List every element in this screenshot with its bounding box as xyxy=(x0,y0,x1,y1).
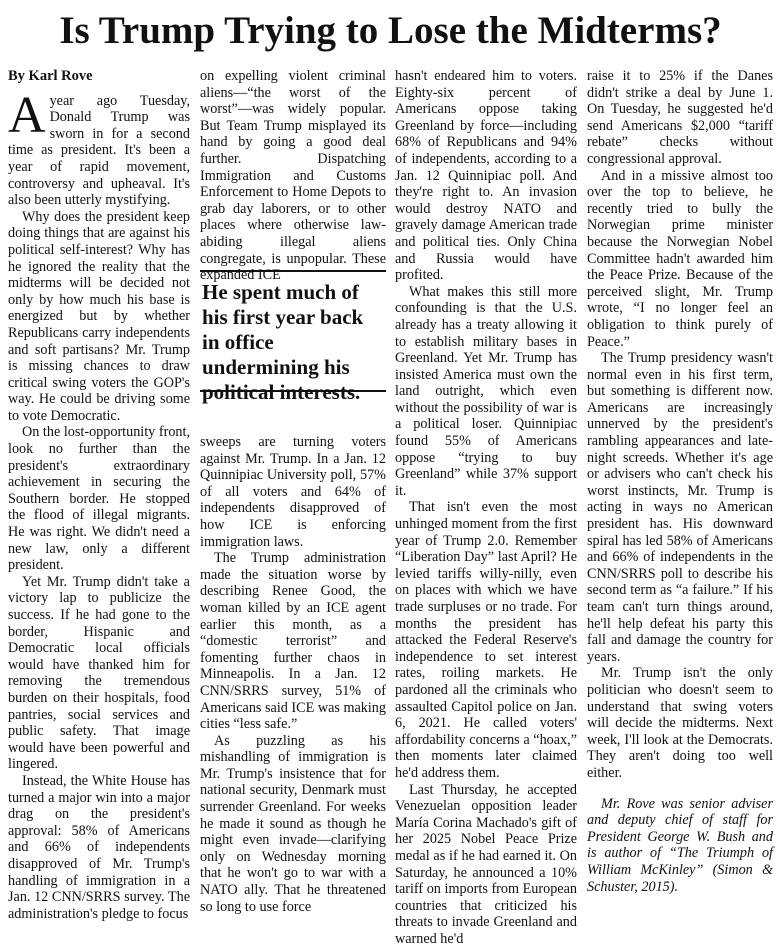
article-column-2-bottom xyxy=(200,434,386,915)
lead-paragraph xyxy=(8,86,190,209)
article-column-2-top xyxy=(200,68,386,284)
pull-quote-text: He spent much of his first year back in office undermining his political interests. xyxy=(202,280,364,404)
paragraph: on expelling violent criminal aliens—“the worst of the worst”—was widely popular. But Team Trump misplayed its hand by going a good deal further. Dispatching Immigration and Customs Enforcement to Home Depots to grab day laborers, or to other places where otherwise law-abiding illegal aliens congregate, is unpopular. These expanded ICE xyxy=(200,68,386,284)
paragraph: As puzzling as his mishandling of immigration is Mr. Trump's insistence that for national security, Denmark must surrender Greenland. For weeks he made it sound as though he might even invade—clarifying only on Wednesday morning that he won't go to war with a NATO ally. That he threatened so long to use force xyxy=(200,732,386,915)
paragraph: sweeps are turning voters against Mr. Trump. In a Jan. 12 Quinnipiac University poll, 57% of all voters and 64% of independents disapproved of how ICE is enforcing immigration laws. xyxy=(200,434,386,550)
paragraph: On the lost-opportunity front, look no further than the president's extraordinary achievement in securing the Southern border. He stopped the flood of illegal migrants. He was right. We didn't need a new law, only a different president. xyxy=(8,424,190,574)
paragraph: Yet Mr. Trump didn't take a victory lap to publicize the success. If he had gone to the border, Hispanic and Democratic local officials would have thanked him for removing the tremendous burden on their hospitals, food pantries, social services and public safety. That image would have been powerful and lingered. xyxy=(8,573,190,773)
paragraph: Mr. Trump isn't the only politician who doesn't seem to understand that swing voters will decide the midterms. Next week, I'll look at the Democrats. They aren't doing too well either. xyxy=(587,665,773,781)
paragraph: Why does the president keep doing things that are against his political self-interest? Why has he ignored the reality that the midterms will be decided not only by how much his base is energized but by whether Republicans carry independents and soft partisans? Mr. Trump is missing chances to draw critical swing voters the GOP's way. He could be driving some to vote Democratic. xyxy=(8,208,190,424)
pull-quote xyxy=(200,270,386,404)
article-column-1 xyxy=(8,68,190,922)
byline: By Karl Rove xyxy=(8,68,93,84)
paragraph: Instead, the White House has turned a major win into a major drag on the president's approval: 58% of Americans and 66% of independents disapproved of Mr. Trump's handling of immigration in a Jan. 12 CNN/SRRS survey. The administration's pledge to focus xyxy=(8,772,190,922)
paragraph: The Trump presidency wasn't normal even in his first term, but something is different now. Americans are increasingly unnerved by the president's rambling appearances and late-night screeds. Whether it's age or advisers who can't check his worst instincts, Mr. Trump is acting in ways no American president has. His downward spiral has led 58% of Americans and 66% of independents in the CNN/SRRS poll to describe his second term as “a failure.” If his team can't turn things around, he'll help defeat his party this fall and damage the country for years. xyxy=(587,350,773,665)
article-column-4 xyxy=(587,68,773,895)
drop-cap: A xyxy=(8,86,46,144)
headline: Is Trump Trying to Lose the Midterms? xyxy=(59,9,722,52)
paragraph: What makes this still more confounding is that the U.S. already has a treaty allowing it to establish military bases in Greenland. Yet Mr. Trump has insisted America must own the land outright, which even without the possibility of war is a political loser. Quinnipiac found 55% of Americans oppose “trying to buy Greenland” while 37% support it. xyxy=(395,283,577,499)
paragraph: The Trump administration made the situation worse by describing Renee Good, the woman killed by an ICE agent earlier this month, as a “domestic terrorist” and fomenting further chaos in Minneapolis. In a Jan. 12 CNN/SRRS survey, 51% of Americans said ICE was making cities “less safe.” xyxy=(200,550,386,733)
paragraph: And in a missive almost too over the top to believe, he recently tried to bully the Norwegian prime minister because the Norwegian Nobel Committee hadn't awarded him the Peace Prize. Because of the perceived slight, Mr. Trump wrote, “I no longer feel an obligation to think purely of Peace.” xyxy=(587,167,773,350)
author-bio: Mr. Rove was senior adviser and deputy chief of staff for President George W. Bush and is author of “The Triumph of William McKinley” (Simon & Schuster, 2015). xyxy=(587,795,773,895)
lead-paragraph-text: year ago Tuesday, Donald Trump was sworn in for a second time as president. It's been a year of rapid movement, controversy and upheaval. It's also been utterly mystifying. xyxy=(8,92,190,209)
paragraph: raise it to 25% if the Danes didn't strike a deal by June 1. On Tuesday, he suggested he'd send Americans $2,000 “tariff rebate” checks without congressional approval. xyxy=(587,68,773,167)
paragraph: Last Thursday, he accepted Venezuelan opposition leader María Corina Machado's gift of her 2025 Nobel Peace Prize medal as if he had earned it. On Saturday, he announced a 10% tariff on imports from European countries that criticized his threats to invade Greenland and warned he'd xyxy=(395,781,577,947)
article-column-3 xyxy=(395,68,577,947)
paragraph: hasn't endeared him to voters. Eighty-six percent of Americans oppose taking Greenland by force—including 68% of Republicans and 94% of independents, according to a Jan. 12 Quinnipiac poll. And they're right to. An invasion would destroy NATO and gravely damage American trade and political ties. Only China and Russia would have profited. xyxy=(395,68,577,284)
paragraph: That isn't even the most unhinged moment from the first year of Trump 2.0. Remember “Liberation Day” last April? He levied tariffs willy-nilly, even on places with which we have trade surpluses or no trade. For months the president has attacked the Federal Reserve's independence to set interest rates, roiling markets. He pardoned all the criminals who assaulted Capitol police on Jan. 6, 2021. He called voters' affordability concerns a “hoax,” then moments later claimed he'd address them. xyxy=(395,499,577,781)
